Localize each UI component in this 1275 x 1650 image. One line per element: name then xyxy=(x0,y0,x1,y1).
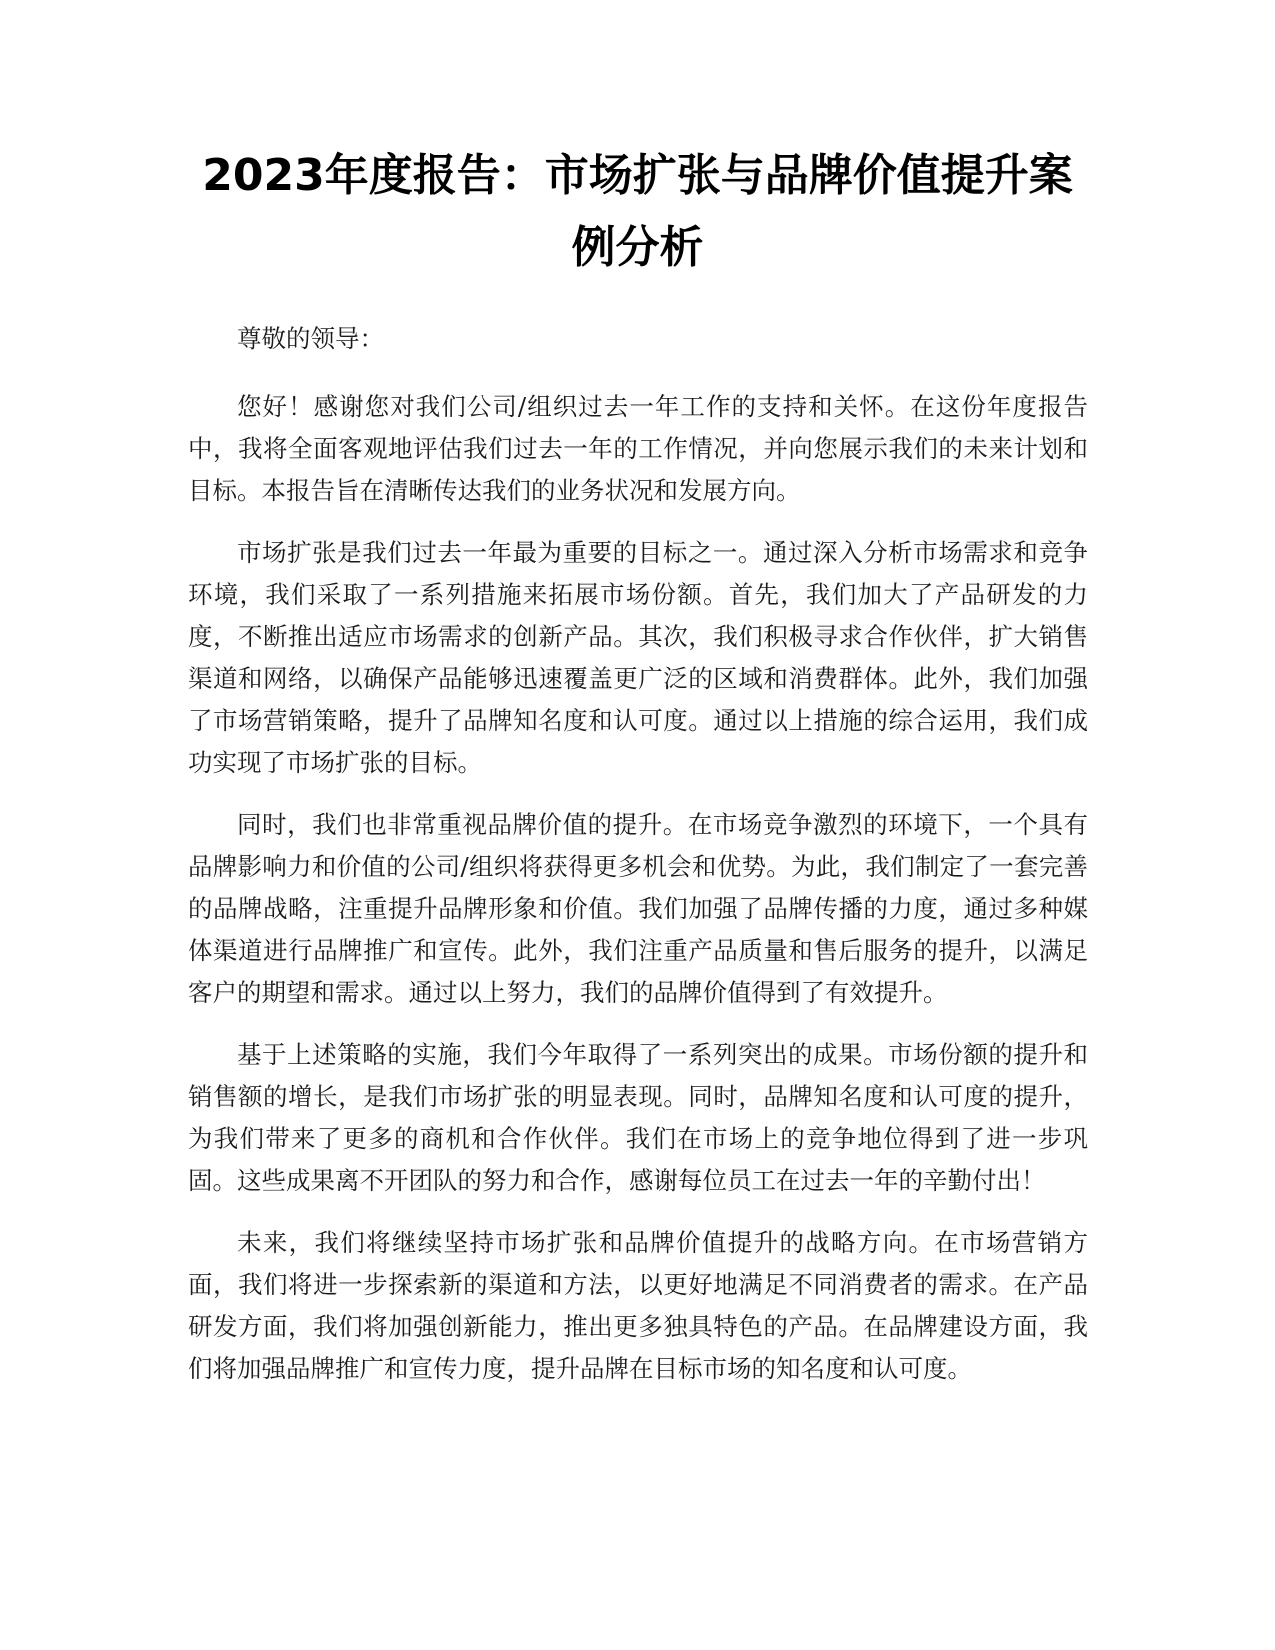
document-title-line-1: 2023年度报告：市场扩张与品牌价值提升案 xyxy=(202,150,1073,201)
paragraph-greeting: 您好！感谢您对我们公司/组织过去一年工作的支持和关怀。在这份年度报告中，我将全面客观地评估我们过去一年的工作情况，并向您展示我们的未来计划和目标。本报告旨在清晰传达我们的业务状况和发展方向。 xyxy=(188,392,1088,505)
document-title xyxy=(180,140,1095,284)
salutation: 尊敬的领导： xyxy=(237,324,384,353)
paragraph-brand-value: 同时，我们也非常重视品牌价值的提升。在市场竞争激烈的环境下，一个具有品牌影响力和价值的公司/组织将获得更多机会和优势。为此，我们制定了一套完善的品牌战略，注重提升品牌形象和价值。我们加强了品牌传播的力度，通过多种媒体渠道进行品牌推广和宣传。此外，我们注重产品质量和售后服务的提升，以满足客户的期望和需求。通过以上努力，我们的品牌价值得到了有效提升。 xyxy=(188,810,1088,1007)
paragraph-achievements: 基于上述策略的实施，我们今年取得了一系列突出的成果。市场份额的提升和销售额的增长，是我们市场扩张的明显表现。同时，品牌知名度和认可度的提升，为我们带来了更多的商机和合作伙伴。我们在市场上的竞争地位得到了进一步巩固。这些成果离不开团队的努力和合作，感谢每位员工在过去一年的辛勤付出！ xyxy=(188,1040,1088,1195)
paragraph-market-expansion: 市场扩张是我们过去一年最为重要的目标之一。通过深入分析市场需求和竞争环境，我们采取了一系列措施来拓展市场份额。首先，我们加大了产品研发的力度，不断推出适应市场需求的创新产品。其次，我们积极寻求合作伙伴，扩大销售渠道和网络，以确保产品能够迅速覆盖更广泛的区域和消费群体。此外，我们加强了市场营销策略，提升了品牌知名度和认可度。通过以上措施的综合运用，我们成功实现了市场扩张的目标。 xyxy=(188,538,1088,777)
document-body xyxy=(188,318,1088,1410)
paragraph-future-plans: 未来，我们将继续坚持市场扩张和品牌价值提升的战略方向。在市场营销方面，我们将进一步探索新的渠道和方法，以更好地满足不同消费者的需求。在产品研发方面，我们将加强创新能力，推出更多独具特色的产品。在品牌建设方面，我们将加强品牌推广和宣传力度，提升品牌在目标市场的知名度和认可度。 xyxy=(188,1228,1088,1383)
document-title-line-2: 例分析 xyxy=(571,222,704,273)
